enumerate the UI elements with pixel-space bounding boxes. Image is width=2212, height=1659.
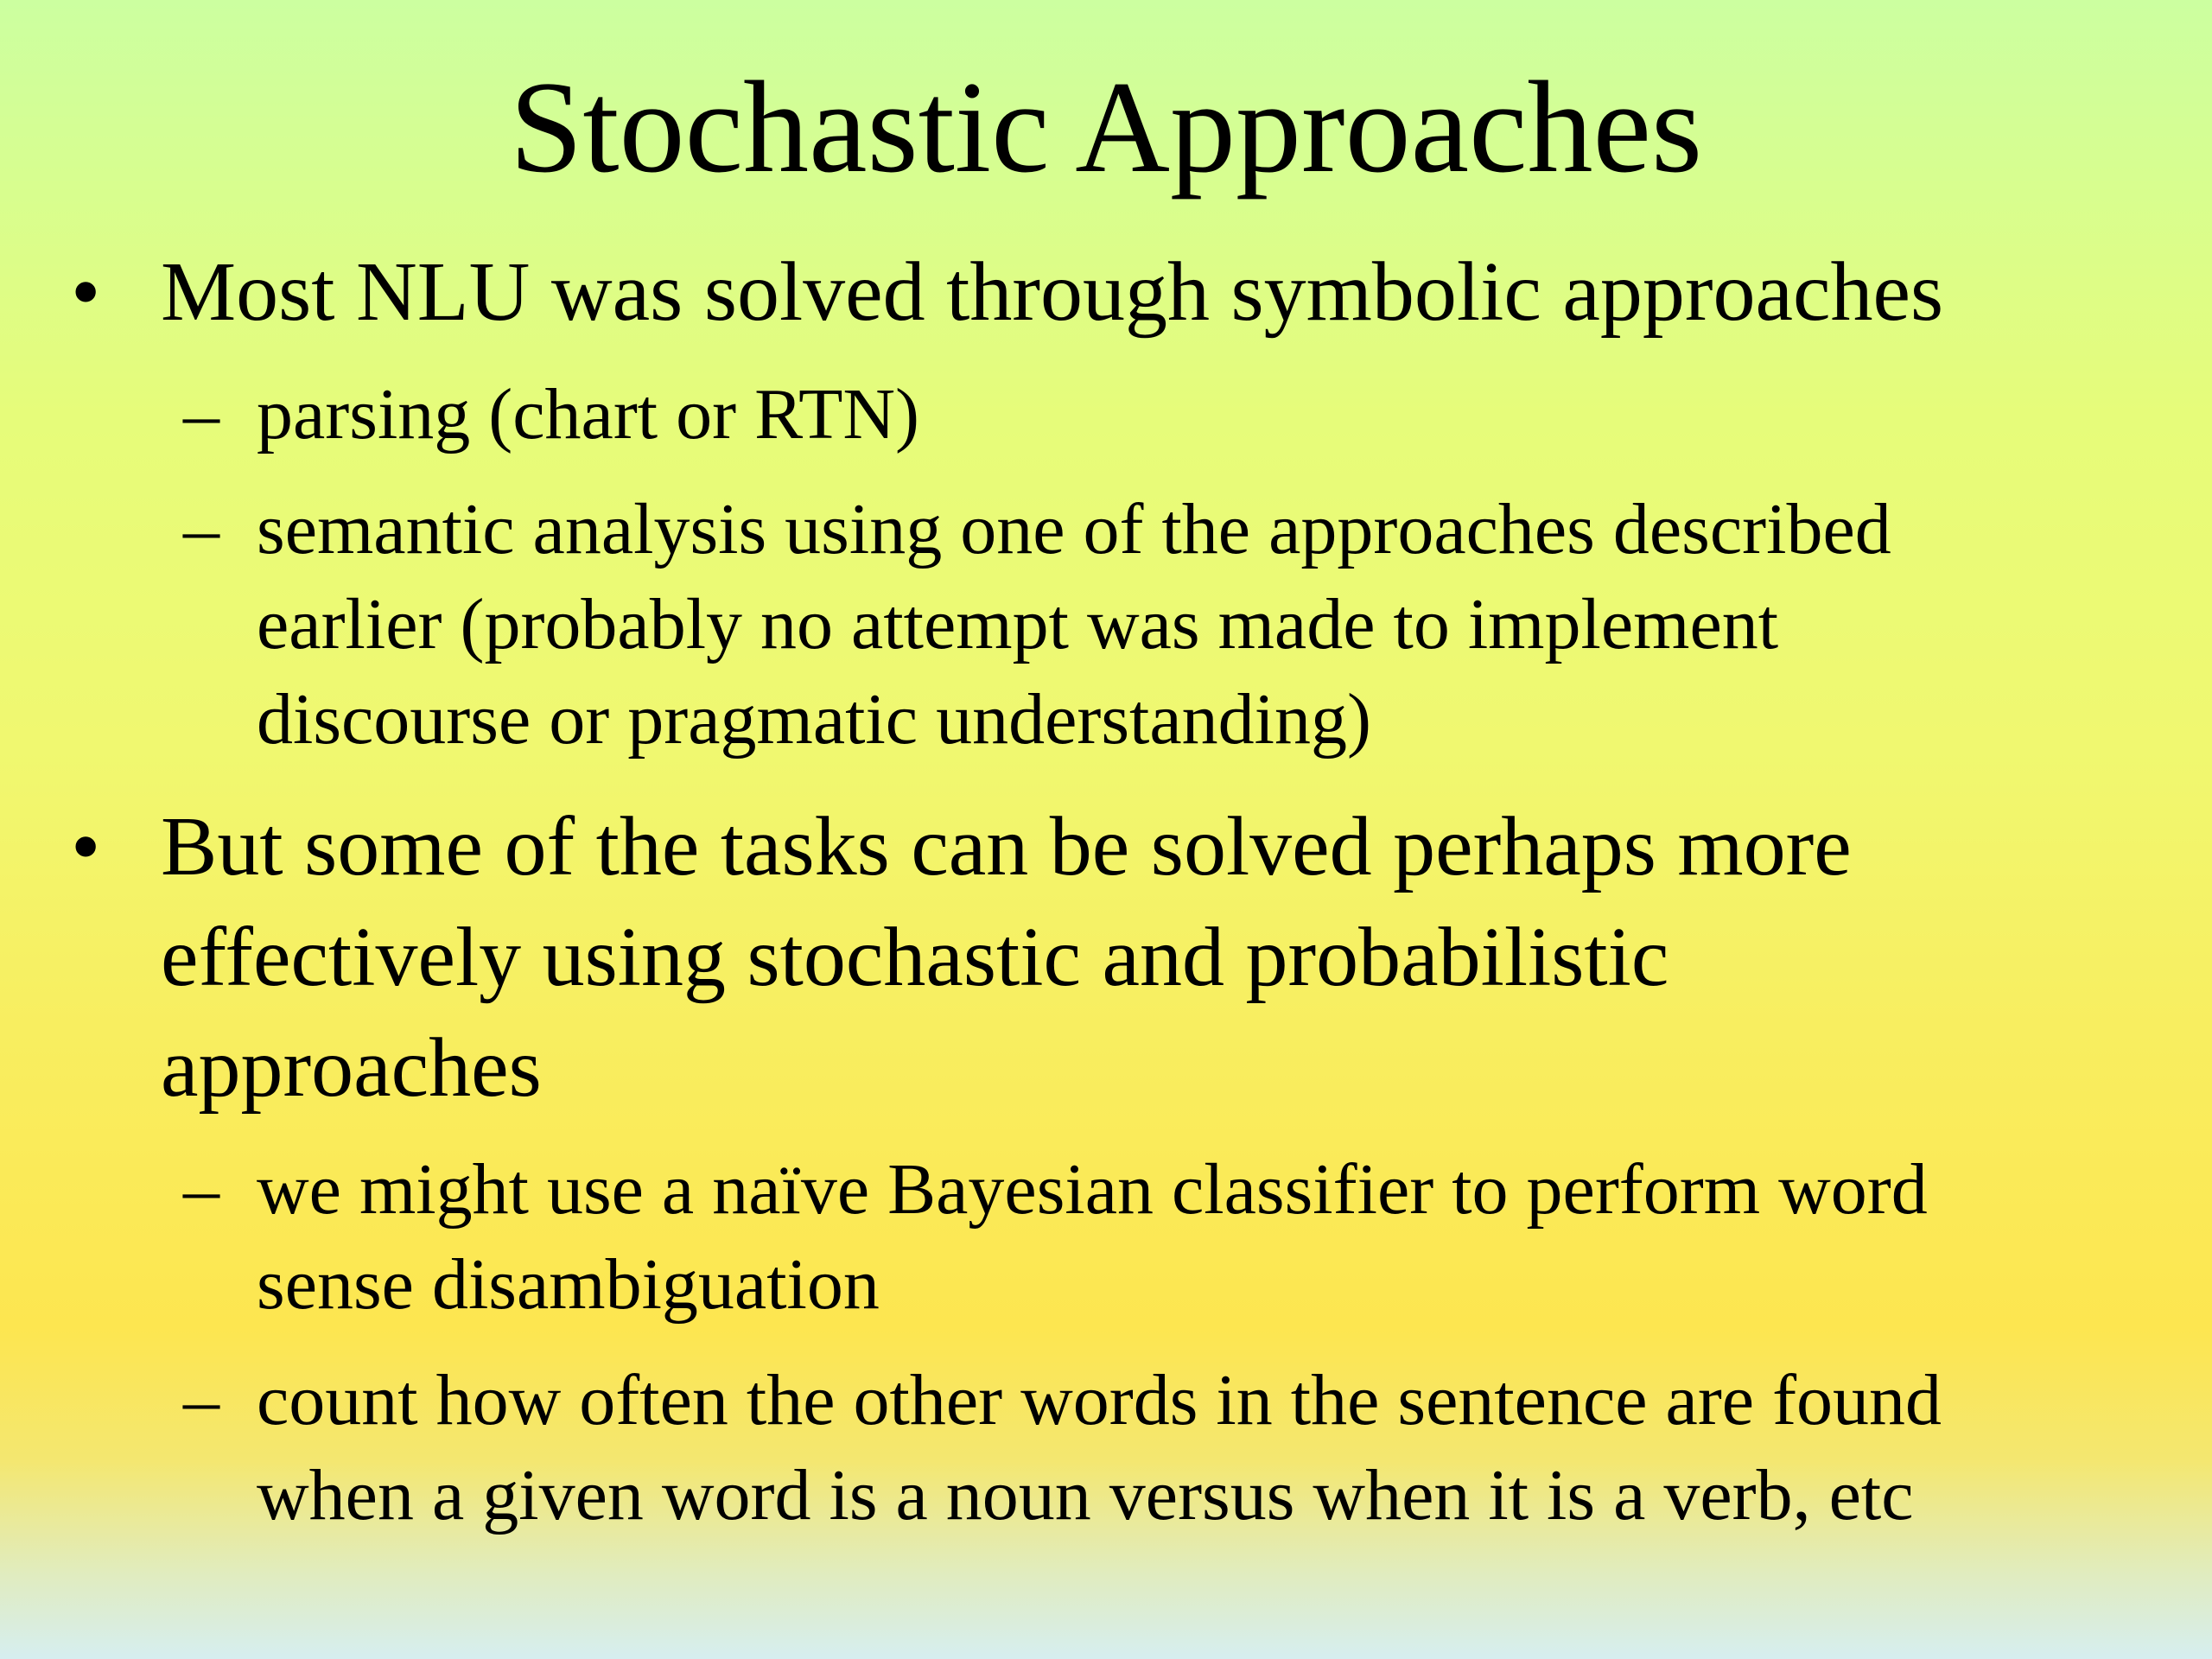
sub-bullet-text bbox=[257, 1353, 2201, 1543]
bullet-text bbox=[161, 791, 2174, 1123]
sub-bullet-text-line: we might use a naïve Bayesian classifier to perform word bbox=[257, 1149, 1928, 1230]
bullet-marker: • bbox=[71, 800, 101, 893]
sub-bullet-marker: – bbox=[183, 489, 219, 569]
sub-bullet-text-line: earlier (probably no attempt was made to implement bbox=[257, 584, 1779, 664]
sub-bullet-marker: – bbox=[183, 1360, 219, 1440]
sub-bullet-text-line: discourse or pragmatic understanding) bbox=[257, 679, 1371, 760]
bullet-text-line: But some of the tasks can be solved perhaps more bbox=[161, 800, 1852, 893]
sub-bullet-text bbox=[257, 482, 2201, 767]
sub-bullet-marker: – bbox=[183, 1149, 219, 1230]
sub-bullet-text-line: when a given word is a noun versus when it is a verb, etc bbox=[257, 1455, 1914, 1535]
sub-bullet-text-line: sense disambiguation bbox=[257, 1244, 880, 1325]
sub-bullet-text-line: semantic analysis using one of the approaches described bbox=[257, 489, 1891, 569]
bullet-marker: • bbox=[71, 245, 101, 339]
bullet-text-line: effectively using stochastic and probabilistic bbox=[161, 911, 1669, 1004]
sub-bullet-text bbox=[257, 367, 2201, 462]
sub-bullet-text bbox=[257, 1142, 2201, 1332]
slide-title: Stochastic Approaches bbox=[509, 54, 1703, 200]
sub-bullet-text-line: count how often the other words in the sentence are found bbox=[257, 1360, 1942, 1440]
sub-bullet-text-line: parsing (chart or RTN) bbox=[257, 374, 920, 454]
sub-bullet-marker: – bbox=[183, 374, 219, 454]
bullet-text-line: approaches bbox=[161, 1021, 542, 1115]
bullet-text-line: Most NLU was solved through symbolic approaches bbox=[161, 245, 1944, 339]
bullet-text bbox=[161, 237, 2174, 347]
